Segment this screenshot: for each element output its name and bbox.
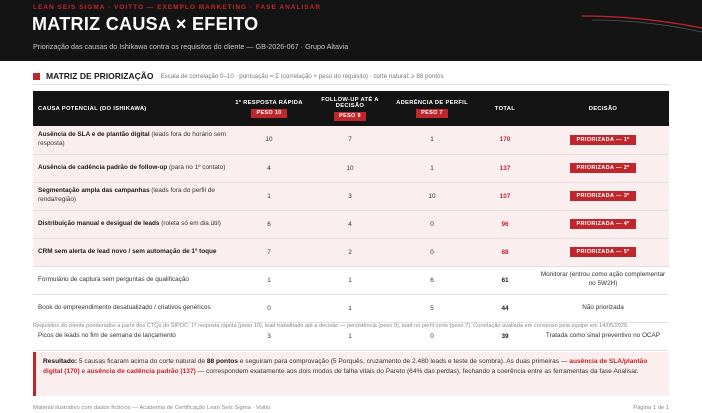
decision-text: Não priorizada	[582, 303, 624, 311]
cause-cell: Picos de leads no fim de semana de lançamento	[33, 322, 229, 350]
decision-text: Tratada como sinal preventivo no OCAP	[545, 331, 661, 339]
priority-badge: PRIORIZADA — 1º	[570, 135, 637, 145]
score-cell: 1	[309, 322, 391, 350]
table-row	[33, 266, 669, 294]
score-cell: 2	[309, 238, 391, 266]
header-requirement-1: 1ª RESPOSTA RÁPIDA PESO 10	[229, 91, 309, 126]
total-cell: 96	[473, 210, 537, 238]
footer-disclaimer: Material ilustrativo com dados fictícios — Academia de Certificação Lean Seis Sigma · Voitto	[33, 405, 271, 411]
section-divider	[33, 84, 669, 85]
score-cell: 0	[391, 322, 473, 350]
decision-text: Monitorar (entrou como ação complementar no 5W2H)	[540, 271, 666, 287]
score-cell: 6	[391, 266, 473, 294]
decision-cell	[537, 182, 669, 210]
total-cell: 61	[473, 266, 537, 294]
score-cell: 1	[229, 182, 309, 210]
score-cell: 4	[309, 210, 391, 238]
page-header	[0, 0, 702, 61]
weight-badge: PESO 9	[334, 112, 366, 121]
decision-cell	[537, 154, 669, 182]
page-subtitle: Priorização das causas do Ishikawa contra os requisitos do cliente — GB-2026-067 · Grupo Altavia	[33, 42, 349, 51]
table-row	[33, 126, 669, 154]
priority-badge: PRIORIZADA — 5º	[570, 247, 637, 257]
cause-cell: Distribuição manual e desigual de leads (roleta só em dia útil)	[33, 210, 229, 238]
header-requirement-3: ADERÊNCIA DE PERFIL PESO 7	[391, 91, 473, 126]
decision-cell	[537, 238, 669, 266]
result-callout: Resultado: 5 causas ficaram acima do corte natural de 88 pontos e seguiram para comprovação (5 Porquês, cruzamento de 2.480 leads e teste de sombra). As duas primeiras — ausência de SLA/plantão digital (170) e ausência de cadência padrão (137) — correspondem exatamente aos dois modos de falha vitais do Pareto (64% das perdas), fechando a coerência entre as ferramentas da fase Analisar.	[33, 352, 669, 396]
priority-badge: PRIORIZADA — 2º	[570, 163, 637, 173]
score-cell: 4	[229, 154, 309, 182]
table-row	[33, 154, 669, 182]
score-cell: 7	[229, 238, 309, 266]
total-cell: 170	[473, 126, 537, 154]
section-heading	[33, 70, 444, 82]
score-cell: 3	[229, 322, 309, 350]
cause-cell: Ausência de cadência padrão de follow-up (para no 1º contato)	[33, 154, 229, 182]
cause-cell: Ausência de SLA e de plantão digital (leads fora do horário sem resposta)	[33, 126, 229, 154]
cause-cell: Book do empreendimento desatualizado / criativos genéricos	[33, 294, 229, 322]
score-cell: 0	[229, 294, 309, 322]
score-cell: 1	[391, 126, 473, 154]
decision-cell	[537, 266, 669, 294]
total-cell: 88	[473, 238, 537, 266]
cause-cell: Segmentação ampla das campanhas (leads fora do perfil de renda/região)	[33, 182, 229, 210]
decision-cell	[537, 294, 669, 322]
score-cell: 10	[309, 154, 391, 182]
table-row	[33, 294, 669, 322]
table-row	[33, 182, 669, 210]
section-note: Escala de correlação 0–10 · pontuação = Σ (correlação × peso do requisito) · corte natural: ≥ 88 pontos	[160, 72, 444, 80]
score-cell: 5	[391, 294, 473, 322]
decision-cell	[537, 210, 669, 238]
score-cell: 0	[391, 238, 473, 266]
score-cell: 6	[229, 210, 309, 238]
weight-badge: PESO 10	[251, 109, 286, 118]
cause-cell: CRM sem alerta de lead novo / sem automação de 1º toque	[33, 238, 229, 266]
score-cell: 1	[309, 294, 391, 322]
page-title: MATRIZ CAUSA × EFEITO	[32, 14, 259, 34]
header-requirement-2: FOLLOW-UP ATÉ A DECISÃO PESO 9	[309, 91, 391, 126]
header-cause: CAUSA POTENCIAL (DO ISHIKAWA)	[33, 91, 229, 126]
cause-effect-matrix	[33, 91, 669, 351]
score-cell: 7	[309, 126, 391, 154]
priority-badge: PRIORIZADA — 4º	[570, 219, 637, 229]
score-cell: 1	[309, 266, 391, 294]
score-cell: 1	[229, 266, 309, 294]
score-cell: 3	[309, 182, 391, 210]
table-footnote: Requisitos do cliente ponderados a partir dos CTQs do SIPOC: 1ª resposta rápida (peso 10), lead trabalhado até a decisão — persistência (peso 9), lead no perfil certo (peso 7). Correlação avaliada em consenso pela equipe em 14/05/2026.	[33, 323, 629, 329]
score-cell: 10	[391, 182, 473, 210]
header-total: TOTAL	[473, 91, 537, 126]
table-row	[33, 210, 669, 238]
header-kicker: LEAN SEIS SIGMA · VOITTO — EXEMPLO MARKETING · FASE ANALISAR	[33, 4, 321, 11]
score-cell: 1	[391, 154, 473, 182]
total-cell: 107	[473, 182, 537, 210]
score-cell: 10	[229, 126, 309, 154]
table-row	[33, 238, 669, 266]
decision-cell	[537, 126, 669, 154]
section-marker-icon	[33, 73, 40, 80]
weight-badge: PESO 7	[416, 109, 448, 118]
score-cell: 0	[391, 210, 473, 238]
header-decoration	[582, 0, 702, 40]
page-number: Página 1 de 1	[633, 405, 669, 411]
table-header-row	[33, 91, 669, 126]
total-cell: 39	[473, 322, 537, 350]
section-title: MATRIZ DE PRIORIZAÇÃO	[46, 71, 154, 81]
total-cell: 44	[473, 294, 537, 322]
result-label: Resultado:	[43, 358, 78, 365]
priority-badge: PRIORIZADA — 3º	[570, 191, 637, 201]
total-cell: 137	[473, 154, 537, 182]
header-decision: DECISÃO	[537, 91, 669, 126]
cause-cell: Formulário de captura sem perguntas de qualificação	[33, 266, 229, 294]
